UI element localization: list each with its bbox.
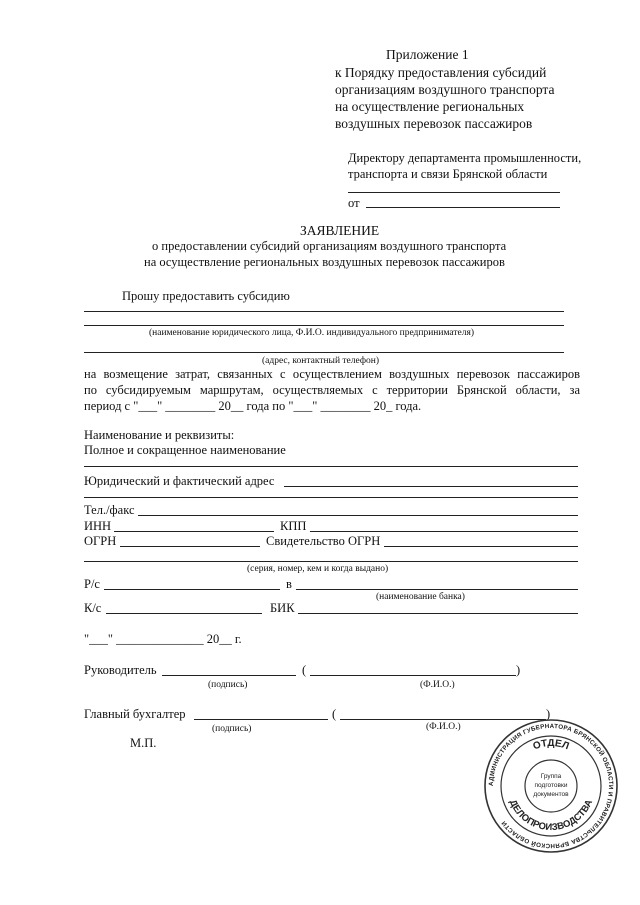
svg-text:ОТДЕЛ [532, 738, 571, 752]
appendix-title: Приложение 1 [386, 47, 469, 62]
caption-fio: (Ф.И.О.) [420, 680, 455, 690]
bik-field[interactable] [298, 613, 578, 614]
addressee-line: транспорта и связи Брянской области [348, 167, 548, 181]
rs-label: Р/с [84, 577, 100, 591]
bank-field[interactable] [296, 589, 578, 590]
kpp-label: КПП [280, 519, 307, 533]
from-label: от [348, 196, 360, 210]
stamp-place: М.П. [130, 736, 157, 750]
close-paren: ) [546, 707, 551, 721]
request-intro: Прошу предоставить субсидию [122, 289, 290, 303]
seal-ring-bottom: ДЕЛОПРОИЗВОДСТВА [506, 797, 596, 834]
seal-outer-text: АДМИНИСТРАЦИЯ ГУБЕРНАТОРА БРЯНСКОЙ ОБЛАСТИ И ПРАВИТЕЛЬСТВА БРЯНСКОЙ ОБЛАСТИ [487, 722, 615, 850]
phone-field[interactable] [138, 515, 578, 516]
date-line[interactable]: "___" ______________ 20__ г. [84, 632, 242, 646]
inn-field[interactable] [114, 531, 274, 532]
doc-title: ЗАЯВЛЕНИЕ [300, 223, 380, 238]
ogrn-label: ОГРН [84, 534, 117, 548]
caption-entity: (наименование юридического лица, Ф.И.О. индивидуального предпринимателя) [149, 328, 475, 338]
inn-label: ИНН [84, 519, 112, 533]
appendix-line: воздушных перевозок пассажиров [335, 116, 533, 131]
phone-label: Тел./факс [84, 503, 135, 517]
details-title: Наименование и реквизиты: [84, 428, 235, 442]
rs-field[interactable] [104, 589, 280, 590]
ogrn-cert-label: Свидетельство ОГРН [266, 534, 381, 548]
entity-blank-line[interactable] [84, 325, 564, 326]
caption-address: (адрес, контактный телефон) [262, 356, 379, 366]
seal-inner-line: Группа [540, 773, 562, 780]
close-paren: ) [516, 663, 521, 677]
request-body: по субсидируемым маршрутам, осуществляемых с территории Брянской области, за [84, 383, 580, 397]
ogrn-cert-field-2[interactable] [84, 561, 578, 562]
addressee-line: Директору департамента промышленности, [348, 151, 582, 165]
caption-cert: (серия, номер, кем и когда выдано) [247, 564, 389, 574]
address-field[interactable] [284, 486, 578, 487]
seal-stamp-icon [483, 718, 619, 854]
seal-inner-line: подготовки [534, 782, 568, 789]
seal-inner-line: документов [533, 791, 569, 798]
request-period: период с "___" ________ 20__ года по "___" ________ 20_ года. [84, 399, 422, 413]
open-paren: ( [332, 707, 337, 721]
request-body: на возмещение затрат, связанных с осуществлением воздушных перевозок пассажиров [84, 367, 580, 381]
bik-label: БИК [270, 601, 295, 615]
doc-subtitle: о предоставлении субсидий организациям воздушного транспорта [152, 239, 507, 253]
addressee-blank-line[interactable] [348, 192, 560, 193]
from-blank-line[interactable] [366, 207, 560, 208]
seal-ring-top: ОТДЕЛ [531, 737, 571, 753]
head-signature-field[interactable] [162, 675, 296, 676]
appendix-line: к Порядку предоставления субсидий [335, 65, 547, 80]
full-name-field[interactable] [84, 466, 578, 467]
caption-bank: (наименование банка) [376, 592, 465, 602]
accountant-signature-field[interactable] [194, 719, 328, 720]
caption-signature: (подпись) [212, 724, 252, 734]
caption-signature: (подпись) [208, 680, 248, 690]
appendix-line: организациям воздушного транспорта [335, 82, 555, 97]
entity-blank-line[interactable] [84, 311, 564, 312]
ogrn-cert-field[interactable] [384, 546, 578, 547]
head-label: Руководитель [84, 663, 157, 677]
address-blank-line[interactable] [84, 352, 564, 353]
svg-text:ДЕЛОПРОИЗВОДСТВА [507, 798, 595, 833]
accountant-label: Главный бухгалтер [84, 707, 186, 721]
head-fio-field[interactable] [310, 675, 516, 676]
open-paren: ( [302, 663, 307, 677]
ogrn-field[interactable] [120, 546, 260, 547]
full-name-label: Полное и сокращенное наименование [84, 443, 286, 457]
address-field-2[interactable] [84, 497, 578, 498]
appendix-line: на осуществление региональных [335, 99, 525, 114]
ks-field[interactable] [106, 613, 262, 614]
bank-in-label: в [286, 577, 292, 591]
kpp-field[interactable] [310, 531, 578, 532]
ks-label: К/с [84, 601, 102, 615]
doc-subtitle: на осуществление региональных воздушных перевозок пассажиров [144, 255, 505, 269]
caption-fio: (Ф.И.О.) [426, 722, 461, 732]
address-label: Юридический и фактический адрес [84, 474, 275, 488]
